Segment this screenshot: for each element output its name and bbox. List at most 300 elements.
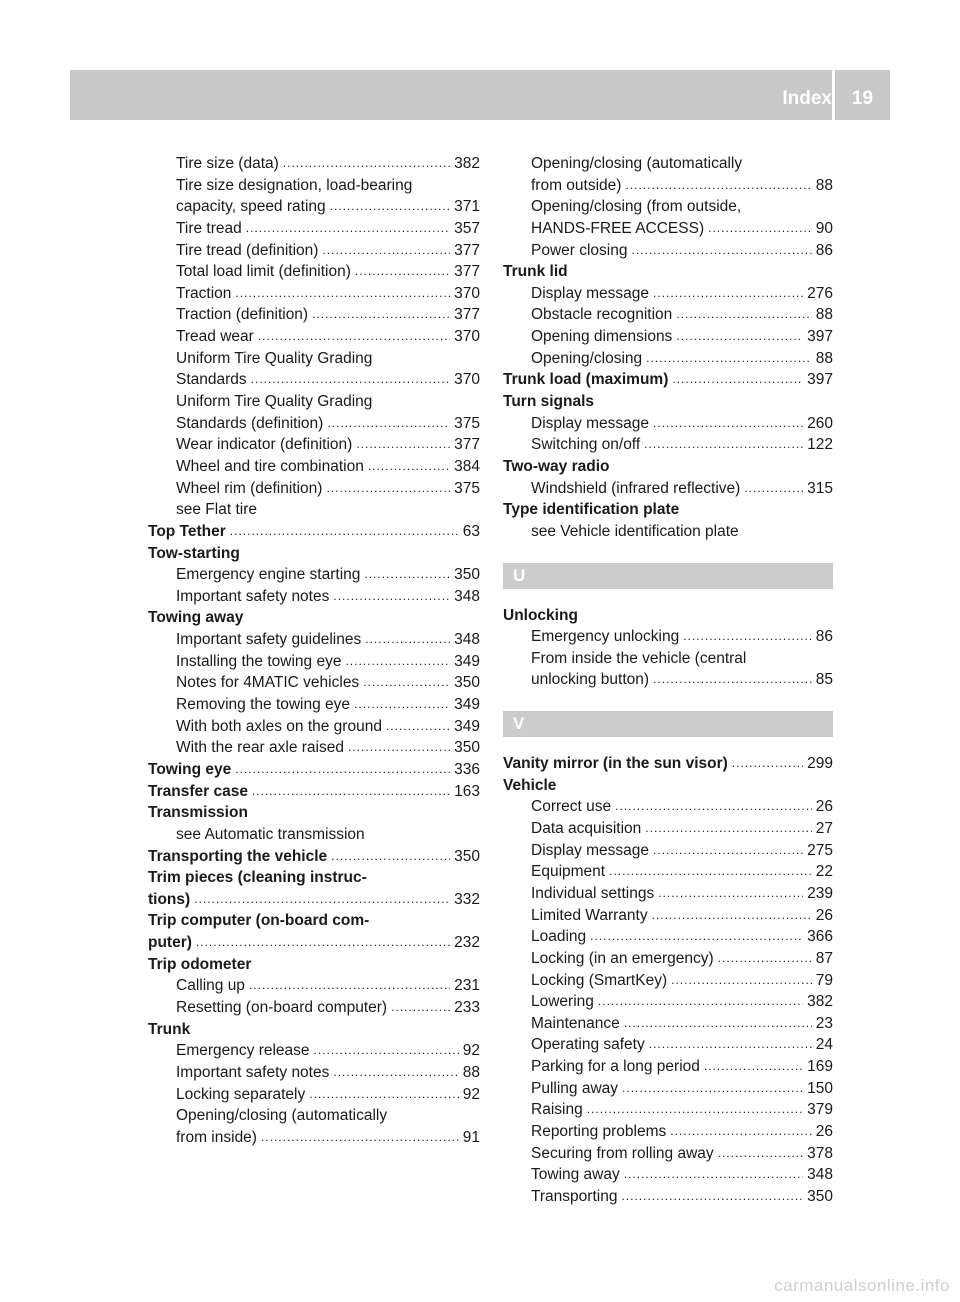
- index-subentry[interactable]: [148, 304, 480, 326]
- index-subentry[interactable]: [148, 1127, 480, 1149]
- index-subentry[interactable]: [503, 991, 833, 1013]
- index-subentry[interactable]: [148, 737, 480, 759]
- page-reference[interactable]: 379: [807, 1101, 833, 1119]
- entry-text: Removing the towing eye: [176, 696, 351, 714]
- entry-text: Transporting the vehicle: [148, 847, 328, 865]
- index-entry: [148, 910, 480, 932]
- page-reference[interactable]: 23: [815, 1014, 833, 1032]
- entry-text: Opening dimensions: [531, 328, 673, 346]
- index-subentry: [503, 521, 833, 543]
- entry-text: Uniform Tire Quality Grading: [176, 393, 373, 411]
- page-reference[interactable]: 88: [462, 1063, 480, 1081]
- index-entry: [148, 802, 480, 824]
- leader-dots: [645, 818, 811, 840]
- entry-text: Lowering: [531, 993, 594, 1011]
- entry-text: see Flat tire: [176, 501, 257, 519]
- index-entry[interactable]: [148, 781, 480, 803]
- entry-text: Standards (definition): [176, 414, 324, 432]
- leader-dots: [598, 991, 803, 1013]
- leader-dots: [327, 413, 450, 435]
- page-reference[interactable]: 350: [807, 1187, 833, 1205]
- entry-text: Loading: [531, 928, 587, 946]
- index-subentry[interactable]: [148, 196, 480, 218]
- entry-text: Trim pieces (cleaning instruc-: [148, 869, 367, 887]
- index-subentry[interactable]: [148, 434, 480, 456]
- leader-dots: [718, 1143, 803, 1165]
- page-reference[interactable]: 397: [807, 328, 833, 346]
- index-entry[interactable]: [503, 369, 833, 391]
- index-subentry[interactable]: [503, 1143, 833, 1165]
- leader-dots: [683, 626, 812, 648]
- leader-dots: [587, 1099, 803, 1121]
- leader-dots: [653, 283, 803, 305]
- index-entry: [148, 954, 480, 976]
- page-reference[interactable]: 92: [462, 1042, 480, 1060]
- leader-dots: [363, 672, 450, 694]
- page-reference[interactable]: 349: [454, 652, 480, 670]
- index-subentry[interactable]: [148, 261, 480, 283]
- entry-text: Installing the towing eye: [176, 652, 342, 670]
- leader-dots: [386, 716, 450, 738]
- entry-text: Raising: [531, 1101, 583, 1119]
- page-reference[interactable]: 88: [815, 349, 833, 367]
- leader-dots: [348, 737, 450, 759]
- index-entry[interactable]: [148, 889, 480, 911]
- leader-dots: [708, 218, 812, 240]
- entry-text: Vehicle: [503, 776, 557, 794]
- page-reference[interactable]: 384: [454, 457, 480, 475]
- page-reference[interactable]: 26: [815, 1122, 833, 1140]
- entry-text: Uniform Tire Quality Grading: [176, 349, 373, 367]
- page-reference[interactable]: 239: [807, 884, 833, 902]
- page-reference[interactable]: 275: [807, 841, 833, 859]
- leader-dots: [356, 434, 450, 456]
- header-bar: [70, 70, 890, 120]
- leader-dots: [258, 326, 450, 348]
- page-reference[interactable]: 370: [454, 371, 480, 389]
- entry-text: Trunk lid: [503, 263, 568, 281]
- index-subentry[interactable]: [148, 218, 480, 240]
- index-entry[interactable]: [503, 753, 833, 775]
- index-subentry[interactable]: [503, 1013, 833, 1035]
- index-entry: [503, 605, 833, 627]
- index-subentry[interactable]: [503, 413, 833, 435]
- page-reference[interactable]: 375: [454, 414, 480, 432]
- leader-dots: [246, 218, 450, 240]
- leader-dots: [652, 905, 812, 927]
- index-subentry[interactable]: [148, 975, 480, 997]
- entry-text: Important safety notes: [176, 587, 330, 605]
- entry-text: from outside): [531, 176, 622, 194]
- index-subentry[interactable]: [148, 153, 480, 175]
- entry-text: Trunk: [148, 1020, 191, 1038]
- entry-text: Locking separately: [176, 1085, 306, 1103]
- page-reference[interactable]: 378: [807, 1144, 833, 1162]
- entry-text: Trip computer (on-board com-: [148, 912, 370, 930]
- entry-text: Traction (definition): [176, 306, 309, 324]
- page-reference[interactable]: 87: [815, 949, 833, 967]
- index-subentry[interactable]: [148, 586, 480, 608]
- page-reference[interactable]: 382: [807, 993, 833, 1011]
- entry-text: Total load limit (definition): [176, 263, 351, 281]
- entry-text: Wheel rim (definition): [176, 479, 323, 497]
- index-subentry[interactable]: [503, 240, 833, 262]
- index-subentry[interactable]: [148, 1084, 480, 1106]
- leader-dots: [391, 997, 450, 1019]
- section-letter-u: U: [503, 563, 833, 589]
- index-subentry[interactable]: [148, 1062, 480, 1084]
- index-subentry[interactable]: [503, 1078, 833, 1100]
- index-subentry: [148, 1105, 480, 1127]
- entry-text: Top Tether: [148, 522, 226, 540]
- entry-text: capacity, speed rating: [176, 198, 326, 216]
- index-subentry: [148, 348, 480, 370]
- page-reference[interactable]: 349: [454, 696, 480, 714]
- entry-text: Resetting (on-board computer): [176, 998, 388, 1016]
- index-subentry[interactable]: [503, 326, 833, 348]
- entry-text: Equipment: [531, 863, 606, 881]
- leader-dots: [194, 889, 450, 911]
- leader-dots: [624, 1013, 812, 1035]
- page-reference[interactable]: 169: [807, 1058, 833, 1076]
- leader-dots: [670, 1121, 811, 1143]
- page-reference[interactable]: 370: [454, 328, 480, 346]
- index-subentry[interactable]: [503, 948, 833, 970]
- entry-text: Locking (in an emergency): [531, 949, 714, 967]
- index-subentry[interactable]: [503, 818, 833, 840]
- leader-dots: [621, 1186, 803, 1208]
- leader-dots: [368, 456, 450, 478]
- leader-dots: [704, 1056, 803, 1078]
- page-reference[interactable]: 377: [454, 436, 480, 454]
- entry-text: Emergency release: [176, 1042, 310, 1060]
- page-reference[interactable]: 377: [454, 263, 480, 281]
- page-reference[interactable]: 27: [815, 820, 833, 838]
- entry-text: tions): [148, 890, 191, 908]
- page-title: Index: [782, 88, 832, 109]
- entry-text: Important safety guidelines: [176, 631, 362, 649]
- entry-text: Windshield (infrared reflective): [531, 479, 741, 497]
- leader-dots: [744, 478, 803, 500]
- entry-text: see Automatic transmission: [176, 825, 365, 843]
- entry-text: Type identification plate: [503, 501, 680, 519]
- page-reference[interactable]: 315: [807, 479, 833, 497]
- index-entry: [503, 261, 833, 283]
- index-entry: [148, 1019, 480, 1041]
- entry-text: Opening/closing (automatically: [176, 1107, 388, 1125]
- page-reference[interactable]: 348: [454, 631, 480, 649]
- index-subentry[interactable]: [148, 326, 480, 348]
- leader-dots: [331, 846, 450, 868]
- entry-text: see Vehicle identification plate: [531, 522, 739, 540]
- page-reference[interactable]: 232: [454, 934, 480, 952]
- page-reference[interactable]: 24: [815, 1036, 833, 1054]
- leader-dots: [671, 970, 812, 992]
- page-reference[interactable]: 348: [807, 1166, 833, 1184]
- entry-text: Wear indicator (definition): [176, 436, 353, 454]
- index-subentry[interactable]: [148, 283, 480, 305]
- index-subentry[interactable]: [503, 840, 833, 862]
- leader-dots: [196, 932, 450, 954]
- entry-text: Switching on/off: [531, 436, 641, 454]
- page-reference[interactable]: 348: [454, 587, 480, 605]
- index-subentry[interactable]: [148, 369, 480, 391]
- page-reference[interactable]: 63: [462, 522, 480, 540]
- page-reference[interactable]: 85: [815, 671, 833, 689]
- leader-dots: [354, 694, 450, 716]
- page-reference[interactable]: 150: [807, 1079, 833, 1097]
- index-subentry[interactable]: [503, 883, 833, 905]
- leader-dots: [653, 840, 803, 862]
- page-reference[interactable]: 91: [462, 1128, 480, 1146]
- leader-dots: [283, 153, 450, 175]
- leader-dots: [676, 304, 811, 326]
- entry-text: Reporting problems: [531, 1122, 667, 1140]
- page-number: 19: [851, 88, 874, 109]
- leader-dots: [365, 629, 450, 651]
- leader-dots: [590, 926, 803, 948]
- index-entry[interactable]: [148, 521, 480, 543]
- leader-dots: [345, 651, 450, 673]
- leader-dots: [252, 781, 450, 803]
- index-subentry: [148, 391, 480, 413]
- entry-text: Emergency unlocking: [531, 628, 680, 646]
- page-reference[interactable]: 88: [815, 176, 833, 194]
- index-subentry[interactable]: [148, 564, 480, 586]
- index-subentry[interactable]: [148, 1040, 480, 1062]
- leader-dots: [364, 564, 450, 586]
- index-subentry[interactable]: [148, 413, 480, 435]
- index-subentry[interactable]: [503, 1186, 833, 1208]
- page-reference[interactable]: 375: [454, 479, 480, 497]
- index-subentry[interactable]: [148, 716, 480, 738]
- entry-text: Trunk load (maximum): [503, 371, 669, 389]
- leader-dots: [615, 796, 812, 818]
- index-subentry[interactable]: [148, 456, 480, 478]
- index-subentry: [503, 153, 833, 175]
- entry-text: Calling up: [176, 977, 245, 995]
- leader-dots: [653, 669, 812, 691]
- page-reference[interactable]: 349: [454, 717, 480, 735]
- leader-dots: [676, 326, 803, 348]
- leader-dots: [609, 861, 812, 883]
- page-reference[interactable]: 233: [454, 998, 480, 1016]
- page-reference[interactable]: 260: [807, 414, 833, 432]
- leader-dots: [326, 478, 450, 500]
- index-subentry[interactable]: [148, 694, 480, 716]
- entry-text: Trip odometer: [148, 955, 252, 973]
- page-reference[interactable]: 22: [815, 863, 833, 881]
- index-entry: [148, 543, 480, 565]
- leader-dots: [624, 1164, 803, 1186]
- index-entry[interactable]: [148, 846, 480, 868]
- index-subentry: [148, 824, 480, 846]
- page-reference[interactable]: 86: [815, 241, 833, 259]
- page-reference[interactable]: 370: [454, 284, 480, 302]
- page-reference[interactable]: 350: [454, 739, 480, 757]
- entry-text: Opening/closing (from outside,: [531, 198, 742, 216]
- leader-dots: [718, 948, 812, 970]
- page-reference[interactable]: 371: [454, 198, 480, 216]
- index-subentry[interactable]: [148, 478, 480, 500]
- entry-text: Notes for 4MATIC vehicles: [176, 674, 360, 692]
- page-reference[interactable]: 90: [815, 219, 833, 237]
- entry-text: Display message: [531, 414, 650, 432]
- page-reference[interactable]: 86: [815, 628, 833, 646]
- leader-dots: [235, 759, 450, 781]
- leader-dots: [622, 1078, 803, 1100]
- leader-dots: [625, 175, 811, 197]
- index-subentry[interactable]: [503, 861, 833, 883]
- index-subentry[interactable]: [503, 283, 833, 305]
- entry-text: Data acquisition: [531, 820, 642, 838]
- page-reference[interactable]: 357: [454, 219, 480, 237]
- leader-dots: [644, 434, 803, 456]
- entry-text: Obstacle recognition: [531, 306, 673, 324]
- index-subentry[interactable]: [503, 478, 833, 500]
- page-reference[interactable]: 350: [454, 847, 480, 865]
- entry-text: Tire tread: [176, 219, 242, 237]
- leader-dots: [312, 304, 450, 326]
- entry-text: unlocking button): [531, 671, 650, 689]
- entry-text: Display message: [531, 284, 650, 302]
- entry-text: Power closing: [531, 241, 628, 259]
- entry-text: Towing away: [148, 609, 244, 627]
- page-reference[interactable]: 299: [807, 755, 833, 773]
- entry-text: Turn signals: [503, 393, 595, 411]
- index-subentry[interactable]: [503, 669, 833, 691]
- entry-text: Traction: [176, 284, 232, 302]
- entry-text: Operating safety: [531, 1036, 645, 1054]
- entry-text: from inside): [176, 1128, 257, 1146]
- page-reference[interactable]: 336: [454, 760, 480, 778]
- page-reference[interactable]: 332: [454, 890, 480, 908]
- index-entry: [503, 456, 833, 478]
- leader-dots: [333, 1062, 458, 1084]
- entry-text: puter): [148, 934, 192, 952]
- page-reference[interactable]: 122: [807, 436, 833, 454]
- index-column-left: [148, 153, 480, 1148]
- leader-dots: [333, 586, 450, 608]
- entry-text: Display message: [531, 841, 650, 859]
- page-reference[interactable]: 26: [815, 798, 833, 816]
- index-entry: [503, 499, 833, 521]
- entry-text: Parking for a long period: [531, 1058, 700, 1076]
- leader-dots: [314, 1040, 459, 1062]
- page-reference[interactable]: 231: [454, 977, 480, 995]
- entry-text: Maintenance: [531, 1014, 620, 1032]
- index-subentry[interactable]: [148, 672, 480, 694]
- index-subentry: [148, 499, 480, 521]
- index-subentry[interactable]: [503, 304, 833, 326]
- index-column-right: [503, 153, 833, 1208]
- index-subentry[interactable]: [503, 434, 833, 456]
- entry-text: Towing eye: [148, 760, 232, 778]
- page-reference[interactable]: 377: [454, 306, 480, 324]
- entry-text: Pulling away: [531, 1079, 619, 1097]
- entry-text: Transporting: [531, 1187, 618, 1205]
- section-letter-v: V: [503, 711, 833, 737]
- entry-text: Wheel and tire combination: [176, 457, 364, 475]
- index-subentry: [503, 196, 833, 218]
- index-entry: [148, 607, 480, 629]
- entry-text: Important safety notes: [176, 1063, 330, 1081]
- leader-dots: [646, 348, 812, 370]
- page-reference[interactable]: 88: [815, 306, 833, 324]
- index-subentry[interactable]: [503, 1164, 833, 1186]
- entry-text: Opening/closing: [531, 349, 643, 367]
- leader-dots: [649, 1034, 812, 1056]
- entry-text: Standards: [176, 371, 247, 389]
- index-subentry[interactable]: [503, 905, 833, 927]
- entry-text: Individual settings: [531, 884, 655, 902]
- page-reference[interactable]: 276: [807, 284, 833, 302]
- page-reference[interactable]: 79: [815, 971, 833, 989]
- page-reference[interactable]: 163: [454, 782, 480, 800]
- leader-dots: [322, 240, 450, 262]
- page-reference[interactable]: 377: [454, 241, 480, 259]
- index-subentry[interactable]: [148, 629, 480, 651]
- entry-text: With the rear axle raised: [176, 739, 344, 757]
- index-subentry[interactable]: [503, 796, 833, 818]
- entry-text: Emergency engine starting: [176, 566, 361, 584]
- index-subentry[interactable]: [503, 348, 833, 370]
- leader-dots: [732, 753, 803, 775]
- index-subentry[interactable]: [148, 651, 480, 673]
- leader-dots: [658, 883, 803, 905]
- index-entry: [148, 867, 480, 889]
- leader-dots: [309, 1084, 459, 1106]
- index-subentry[interactable]: [503, 218, 833, 240]
- page-reference[interactable]: 26: [815, 906, 833, 924]
- index-subentry[interactable]: [503, 970, 833, 992]
- page-reference[interactable]: 92: [462, 1085, 480, 1103]
- index-entry[interactable]: [148, 759, 480, 781]
- leader-dots: [251, 369, 450, 391]
- leader-dots: [235, 283, 450, 305]
- index-subentry[interactable]: [503, 626, 833, 648]
- index-subentry[interactable]: [148, 240, 480, 262]
- page-reference[interactable]: 350: [454, 566, 480, 584]
- index-subentry[interactable]: [148, 997, 480, 1019]
- index-entry: [503, 391, 833, 413]
- page-reference[interactable]: 382: [454, 155, 480, 172]
- index-subentry[interactable]: [503, 175, 833, 197]
- entry-text: Vanity mirror (in the sun visor): [503, 755, 728, 773]
- entry-text: Transfer case: [148, 782, 248, 800]
- leader-dots: [249, 975, 450, 997]
- entry-text: Transmission: [148, 804, 248, 822]
- index-subentry[interactable]: [503, 1121, 833, 1143]
- leader-dots: [355, 261, 450, 283]
- index-subentry[interactable]: [503, 1099, 833, 1121]
- leader-dots: [672, 369, 803, 391]
- index-subentry[interactable]: [503, 926, 833, 948]
- index-subentry[interactable]: [503, 1056, 833, 1078]
- entry-text: Securing from rolling away: [531, 1144, 714, 1162]
- entry-text: Limited Warranty: [531, 906, 648, 924]
- entry-text: Unlocking: [503, 606, 578, 624]
- entry-text: Towing away: [531, 1166, 620, 1184]
- index-entry[interactable]: [148, 932, 480, 954]
- page-reference[interactable]: 366: [807, 928, 833, 946]
- page-reference[interactable]: 350: [454, 674, 480, 692]
- index-subentry[interactable]: [503, 1034, 833, 1056]
- entry-text: Tire size (data): [176, 155, 279, 172]
- entry-text: With both axles on the ground: [176, 717, 382, 735]
- entry-text: HANDS-FREE ACCESS): [531, 219, 705, 237]
- page-reference[interactable]: 397: [807, 371, 833, 389]
